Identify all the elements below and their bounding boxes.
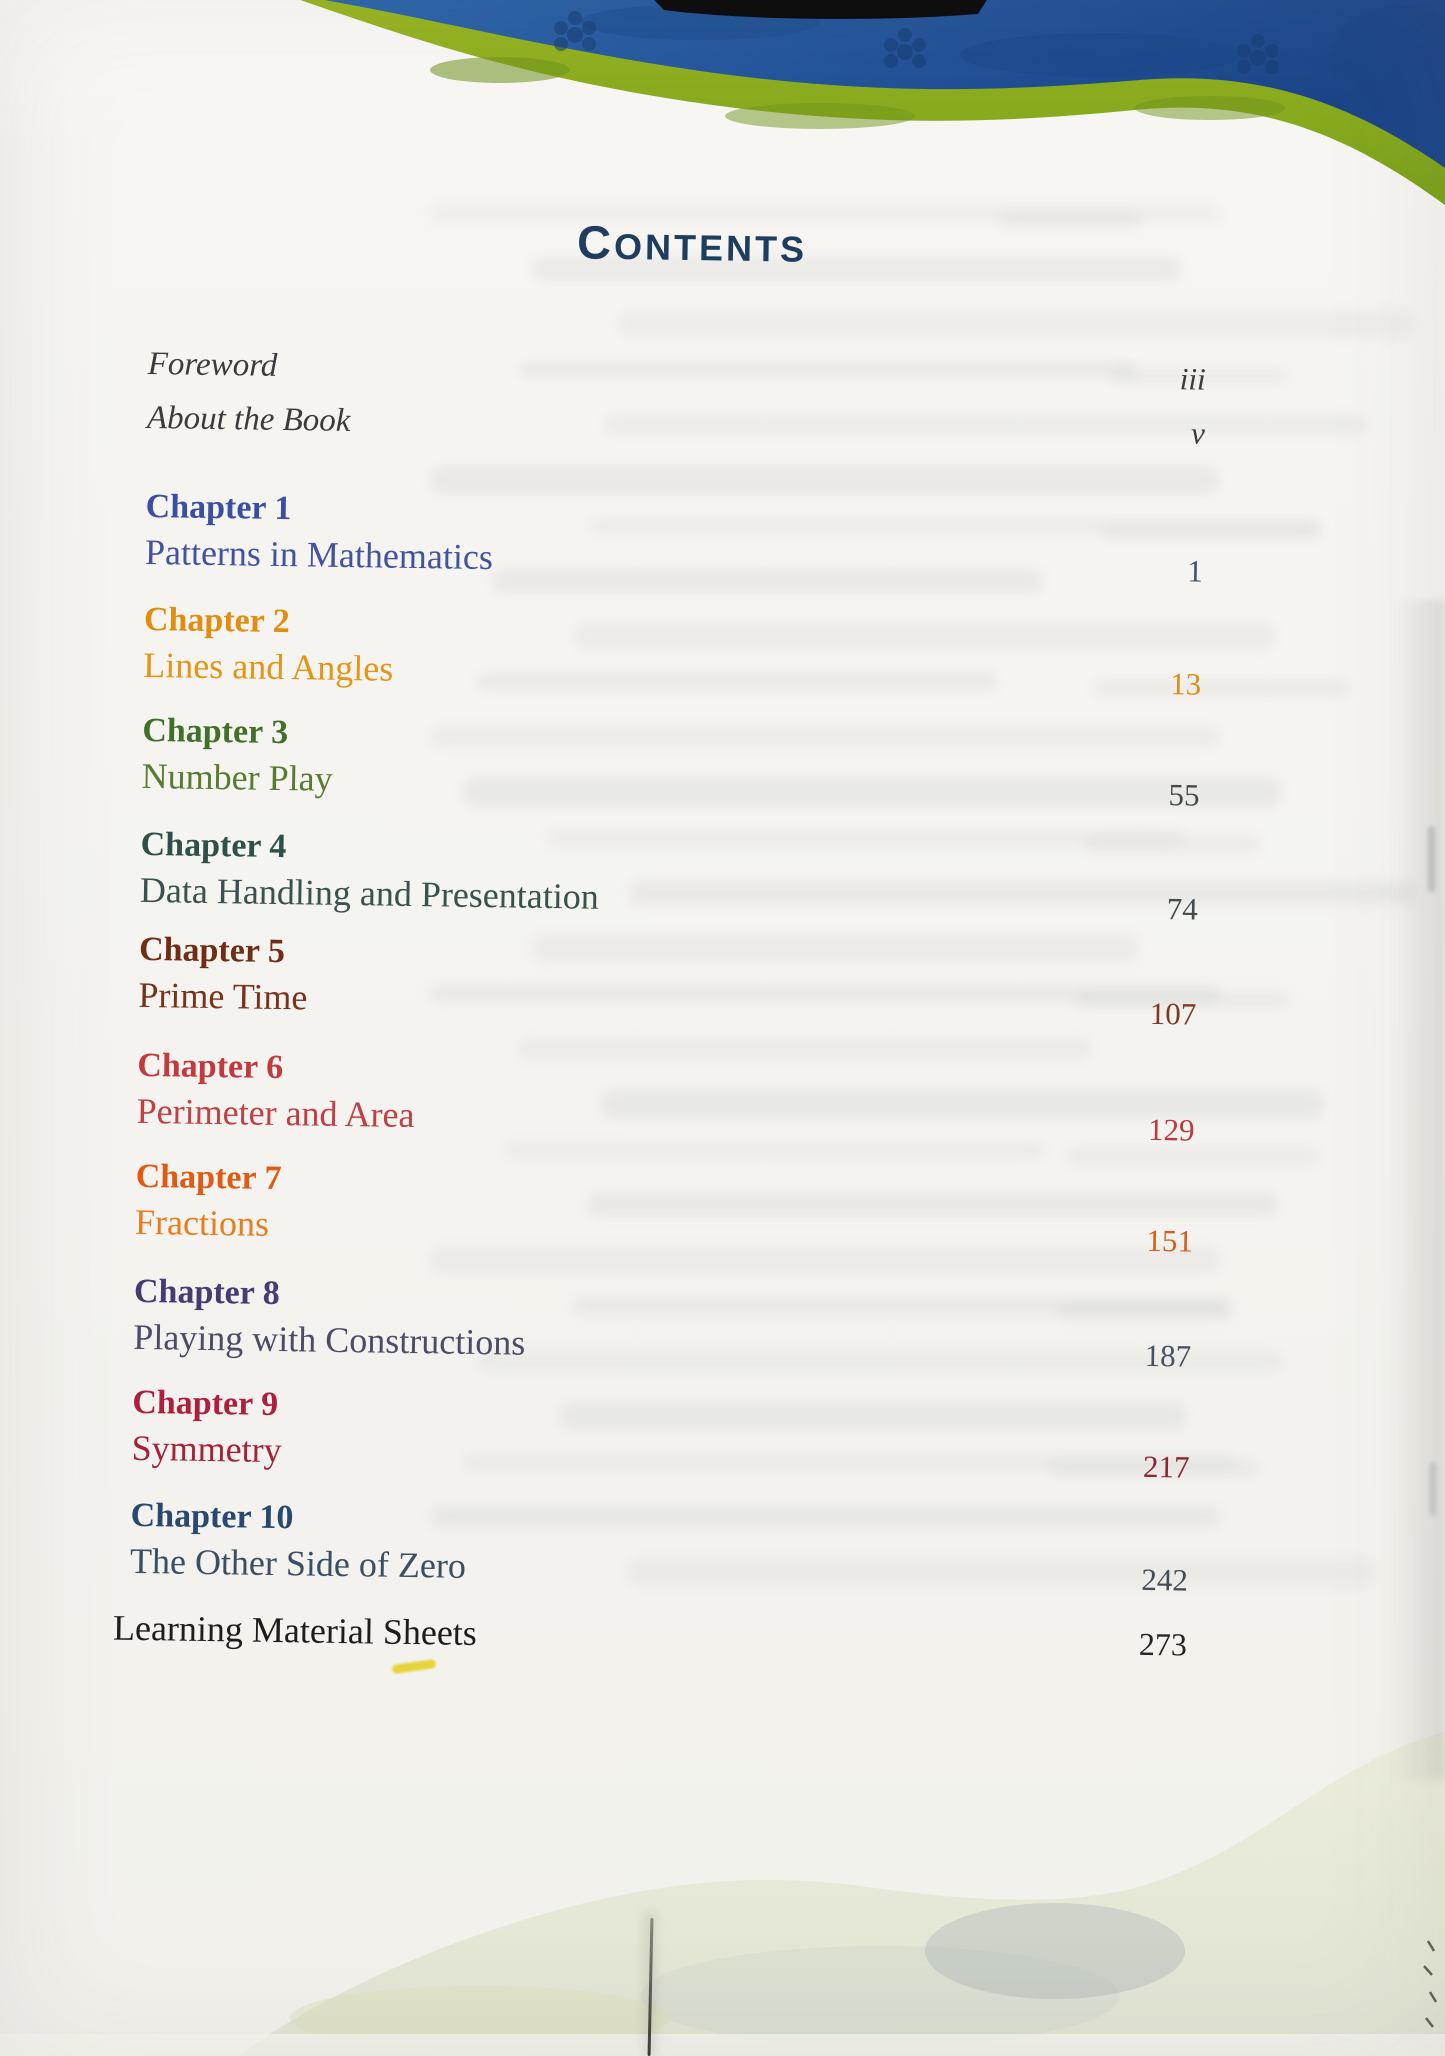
chapter-number-label: Chapter 6 [137, 1046, 284, 1087]
front-matter-page-number: iii [1179, 361, 1206, 397]
chapter-page-number: 187 [1144, 1337, 1192, 1374]
chapter-number-label: Chapter 5 [138, 930, 286, 971]
chapter-page-number: 107 [1149, 995, 1197, 1032]
chapter-title: Lines and Angles [143, 644, 394, 689]
chapter-entry [141, 711, 1200, 813]
edge-smudge [1430, 1462, 1436, 1516]
chapter-entry [144, 487, 1204, 589]
front-matter-row [147, 400, 1205, 452]
chapter-title-row [139, 869, 1199, 927]
chapter-title: Prime Time [138, 974, 308, 1018]
chapter-title: Playing with Constructions [133, 1316, 526, 1363]
front-matter-label: Foreword [147, 345, 278, 384]
chapter-number-label: Chapter 7 [135, 1157, 282, 1198]
chapter-title-row [134, 1201, 1194, 1259]
chapter-entry [139, 825, 1199, 927]
chapter-number-label: Chapter 8 [133, 1272, 281, 1313]
chapter-title-row [133, 1316, 1192, 1374]
chapter-page-number: 13 [1169, 666, 1202, 702]
chapter-title: Fractions [134, 1201, 270, 1244]
chapter-entry [134, 1157, 1194, 1259]
chapter-title: Symmetry [131, 1427, 282, 1471]
chapter-number-label: Chapter 10 [130, 1496, 294, 1537]
chapter-number-label: Chapter 1 [145, 487, 292, 528]
chapter-page-number: 151 [1146, 1222, 1194, 1259]
chapter-title-row [141, 755, 1200, 813]
chapter-entry [129, 1496, 1189, 1598]
chapter-page-number: 55 [1168, 777, 1200, 813]
chapter-entry [131, 1383, 1190, 1485]
page-title-initial: C [576, 215, 615, 269]
page-title-rest: ONTENTS [613, 225, 808, 270]
page-curl-shading [1393, 600, 1445, 1780]
chapter-title-row [138, 974, 1197, 1032]
chapter-title: Number Play [141, 755, 333, 799]
chapter-entry [136, 1046, 1195, 1148]
chapter-page-number: 129 [1147, 1111, 1195, 1148]
chapter-title: The Other Side of Zero [129, 1540, 467, 1586]
chapter-number-label: Chapter 9 [132, 1383, 279, 1424]
chapter-page-number: 242 [1141, 1561, 1189, 1598]
chapter-title: Patterns in Mathematics [144, 531, 494, 578]
extra-page-number: 273 [1138, 1625, 1188, 1663]
chapter-page-number: 74 [1166, 891, 1199, 927]
chapter-entry [138, 930, 1197, 1032]
chapter-title-row [144, 531, 1204, 589]
chapter-title-row [129, 1540, 1189, 1598]
chapter-title-row [136, 1090, 1195, 1148]
chapter-page-number: 1 [1187, 553, 1204, 589]
front-matter-page-number: v [1190, 415, 1206, 451]
page-title [149, 208, 1235, 279]
chapter-title: Perimeter and Area [136, 1090, 415, 1136]
front-matter-label: About the Book [146, 399, 351, 439]
chapter-title-row [143, 644, 1202, 702]
extra-entry [112, 1607, 1188, 1664]
extra-label: Learning Material Sheets [112, 1607, 478, 1654]
chapter-number-label: Chapter 2 [143, 600, 291, 641]
chapter-entry [143, 600, 1202, 702]
front-matter-row [148, 346, 1206, 398]
chapter-title-row [131, 1427, 1190, 1485]
chapter-entry [133, 1272, 1192, 1374]
edge-smudge [1428, 826, 1435, 892]
chapter-number-label: Chapter 4 [140, 825, 287, 866]
chapter-number-label: Chapter 3 [142, 711, 289, 752]
chapter-title: Data Handling and Presentation [139, 869, 600, 917]
chapter-page-number: 217 [1142, 1448, 1190, 1485]
